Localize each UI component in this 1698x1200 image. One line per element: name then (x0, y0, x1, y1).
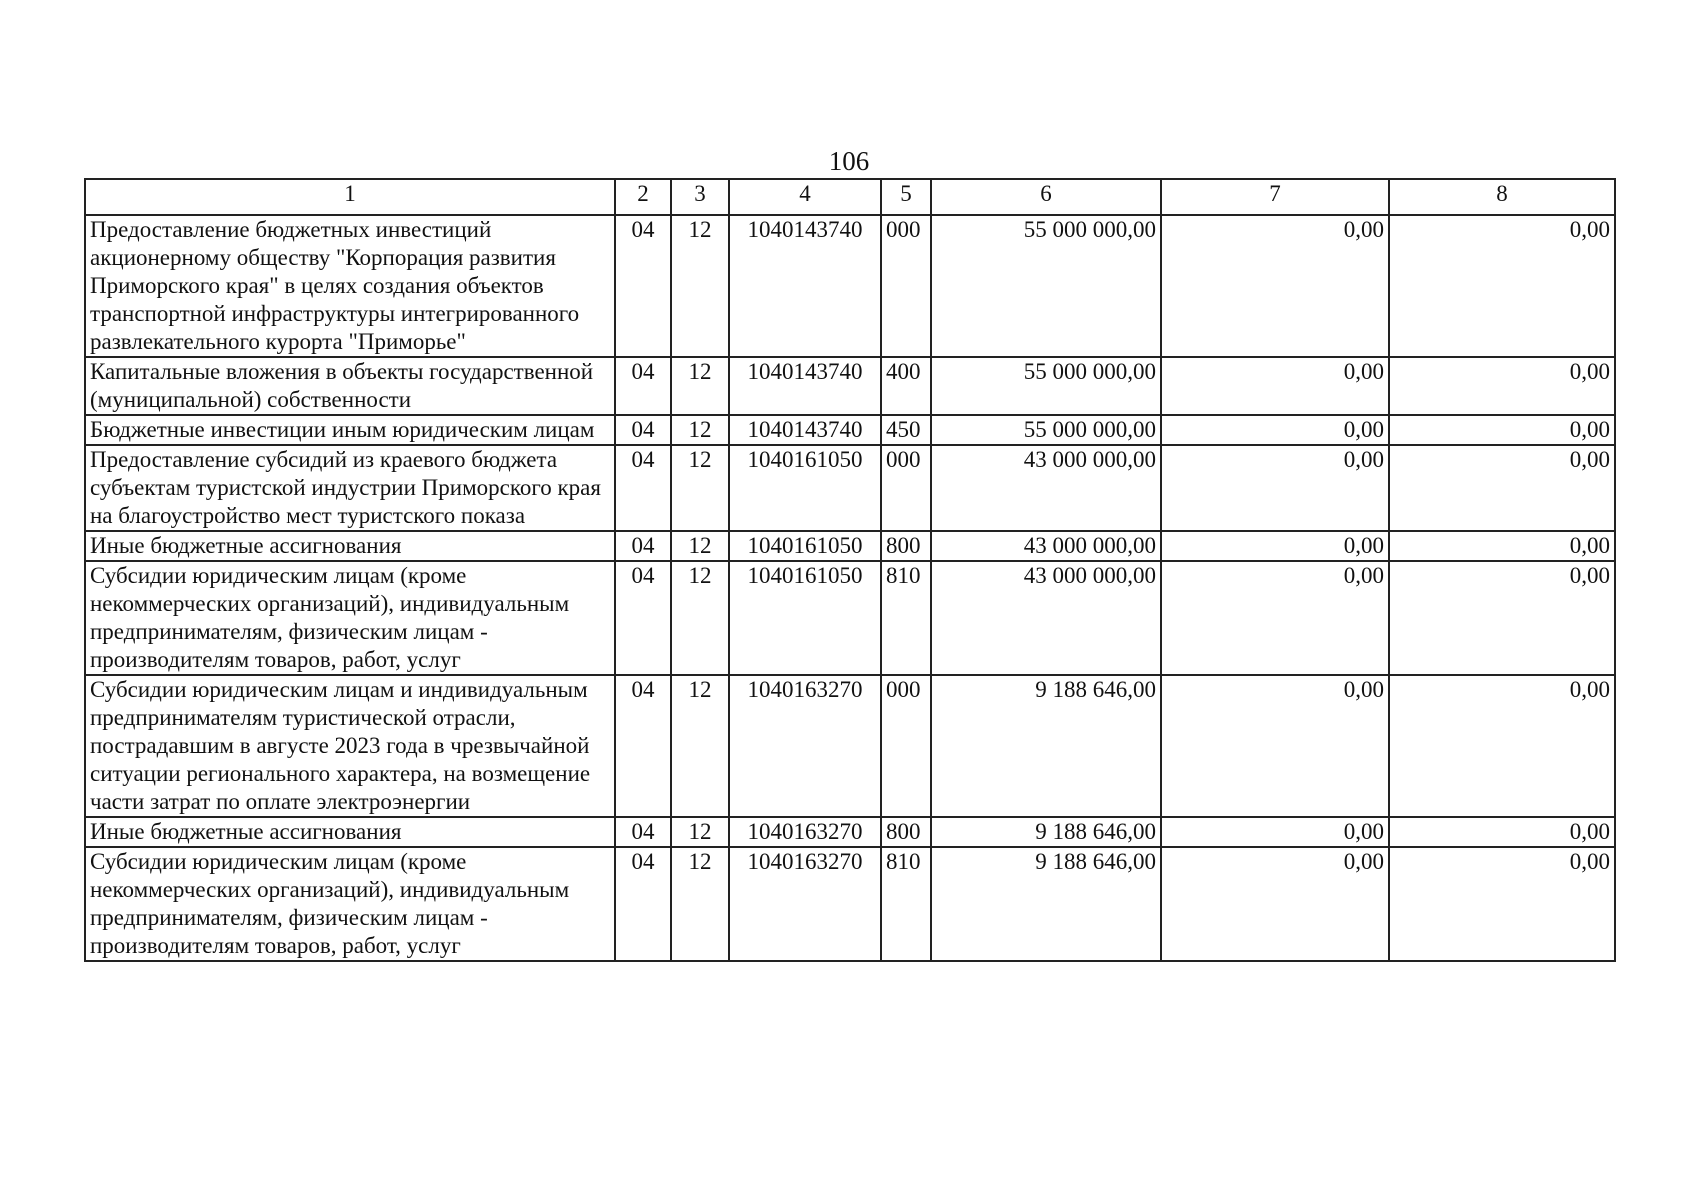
row-target-code: 1040161050 (729, 531, 881, 561)
row-expense-kind: 000 (881, 445, 931, 531)
row-target-code: 1040161050 (729, 445, 881, 531)
row-amount-2: 0,00 (1161, 847, 1389, 961)
header-row (85, 179, 1615, 215)
row-subsection: 12 (671, 847, 729, 961)
row-target-code: 1040163270 (729, 847, 881, 961)
row-name: Субсидии юридическим лицам (кроме некоммерческих организаций), индивидуальным предпринимателям, физическим лицам - производителям товаров, работ, услуг (85, 847, 615, 961)
row-target-code: 1040143740 (729, 215, 881, 357)
row-target-code: 1040143740 (729, 415, 881, 445)
row-section: 04 (615, 675, 671, 817)
table-row (85, 445, 1615, 531)
row-name: Капитальные вложения в объекты государственной (муниципальной) собственности (85, 357, 615, 415)
row-section: 04 (615, 357, 671, 415)
budget-table (84, 178, 1616, 962)
page-number: 106 (828, 146, 870, 176)
row-section: 04 (615, 847, 671, 961)
row-amount-3: 0,00 (1389, 357, 1615, 415)
column-header: 6 (931, 179, 1161, 215)
row-name: Иные бюджетные ассигнования (85, 531, 615, 561)
table-row (85, 561, 1615, 675)
row-expense-kind: 810 (881, 561, 931, 675)
row-amount-2: 0,00 (1161, 817, 1389, 847)
row-subsection: 12 (671, 561, 729, 675)
row-name: Субсидии юридическим лицам (кроме некоммерческих организаций), индивидуальным предпринимателям, физическим лицам - производителям товаров, работ, услуг (85, 561, 615, 675)
row-name: Предоставление бюджетных инвестиций акционерному обществу "Корпорация развития Приморского края" в целях создания объектов транспортной инфраструктуры интегрированного развлекательного курорта "Приморье" (85, 215, 615, 357)
column-header: 7 (1161, 179, 1389, 215)
row-amount-3: 0,00 (1389, 675, 1615, 817)
table-row (85, 675, 1615, 817)
row-section: 04 (615, 531, 671, 561)
row-subsection: 12 (671, 215, 729, 357)
column-header: 8 (1389, 179, 1615, 215)
row-amount-1: 9 188 646,00 (931, 847, 1161, 961)
column-header: 5 (881, 179, 931, 215)
row-subsection: 12 (671, 357, 729, 415)
row-amount-3: 0,00 (1389, 415, 1615, 445)
row-section: 04 (615, 817, 671, 847)
row-amount-3: 0,00 (1389, 445, 1615, 531)
row-expense-kind: 000 (881, 215, 931, 357)
row-subsection: 12 (671, 817, 729, 847)
row-target-code: 1040163270 (729, 675, 881, 817)
row-amount-3: 0,00 (1389, 847, 1615, 961)
row-amount-1: 43 000 000,00 (931, 531, 1161, 561)
row-amount-1: 9 188 646,00 (931, 675, 1161, 817)
row-amount-2: 0,00 (1161, 215, 1389, 357)
row-subsection: 12 (671, 531, 729, 561)
row-section: 04 (615, 215, 671, 357)
row-subsection: 12 (671, 675, 729, 817)
row-amount-2: 0,00 (1161, 415, 1389, 445)
row-expense-kind: 450 (881, 415, 931, 445)
row-expense-kind: 800 (881, 531, 931, 561)
row-target-code: 1040143740 (729, 357, 881, 415)
row-amount-1: 43 000 000,00 (931, 561, 1161, 675)
row-amount-3: 0,00 (1389, 817, 1615, 847)
row-amount-3: 0,00 (1389, 531, 1615, 561)
row-amount-2: 0,00 (1161, 675, 1389, 817)
row-target-code: 1040163270 (729, 817, 881, 847)
row-amount-2: 0,00 (1161, 531, 1389, 561)
row-amount-1: 43 000 000,00 (931, 445, 1161, 531)
table-row (85, 415, 1615, 445)
row-amount-1: 9 188 646,00 (931, 817, 1161, 847)
row-amount-1: 55 000 000,00 (931, 357, 1161, 415)
row-name: Бюджетные инвестиции иным юридическим лицам (85, 415, 615, 445)
row-section: 04 (615, 415, 671, 445)
row-amount-3: 0,00 (1389, 215, 1615, 357)
row-amount-2: 0,00 (1161, 561, 1389, 675)
row-expense-kind: 810 (881, 847, 931, 961)
table-row (85, 531, 1615, 561)
column-header: 2 (615, 179, 671, 215)
table-row (85, 215, 1615, 357)
row-amount-1: 55 000 000,00 (931, 415, 1161, 445)
row-name: Иные бюджетные ассигнования (85, 817, 615, 847)
row-target-code: 1040161050 (729, 561, 881, 675)
row-section: 04 (615, 561, 671, 675)
row-expense-kind: 000 (881, 675, 931, 817)
row-subsection: 12 (671, 415, 729, 445)
row-amount-1: 55 000 000,00 (931, 215, 1161, 357)
column-header: 3 (671, 179, 729, 215)
row-name: Субсидии юридическим лицам и индивидуальным предпринимателям туристической отрасли, пострадавшим в августе 2023 года в чрезвычайной ситуации регионального характера, на возмещение части затрат по оплате электроэнергии (85, 675, 615, 817)
table-row (85, 357, 1615, 415)
row-expense-kind: 800 (881, 817, 931, 847)
column-header: 4 (729, 179, 881, 215)
row-amount-2: 0,00 (1161, 445, 1389, 531)
row-amount-3: 0,00 (1389, 561, 1615, 675)
column-header: 1 (85, 179, 615, 215)
row-name: Предоставление субсидий из краевого бюджета субъектам туристской индустрии Приморского края на благоустройство мест туристского показа (85, 445, 615, 531)
row-expense-kind: 400 (881, 357, 931, 415)
row-amount-2: 0,00 (1161, 357, 1389, 415)
row-subsection: 12 (671, 445, 729, 531)
row-section: 04 (615, 445, 671, 531)
table-row (85, 847, 1615, 961)
table-row (85, 817, 1615, 847)
